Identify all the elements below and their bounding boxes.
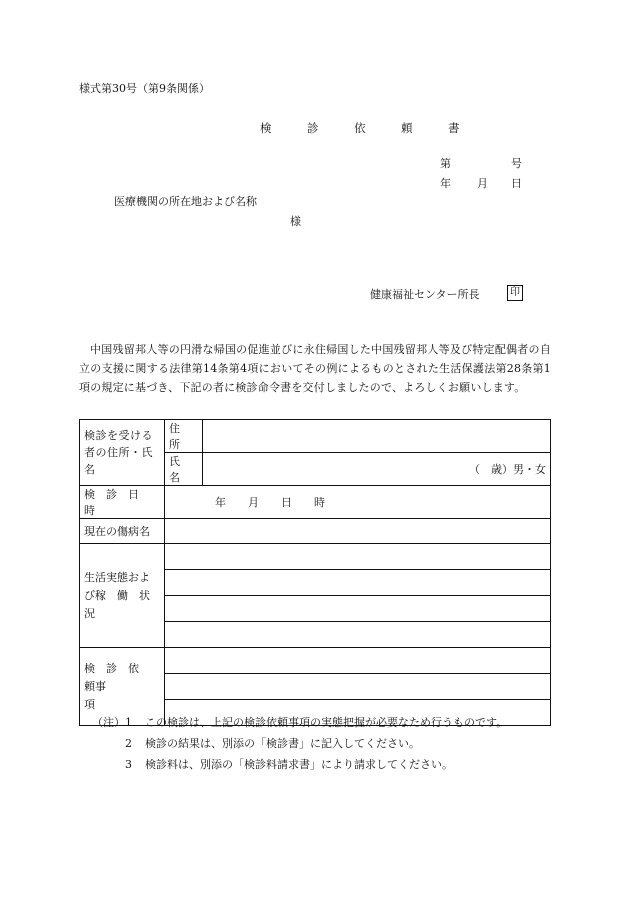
- notes-section: [92, 712, 507, 775]
- note-item: [92, 712, 507, 733]
- notes-mark: （注）: [92, 716, 125, 729]
- request-form-table: [79, 419, 551, 726]
- date-month-label: 月: [477, 177, 488, 190]
- request-body-text: 中国残留邦人等の円滑な帰国の促進並びに永住帰国した中国残留邦人等及び特定配偶者の自立の支援に関する法律第14条第4項においてその例によるものとされた生活保護法第28条第1項の規定に基づき、下記の者に検診命令書を交付しましたので、よろしくお願いします。: [79, 343, 551, 394]
- living-field-line[interactable]: [165, 544, 551, 570]
- request-label: 検 診 依 頼事 項: [84, 661, 161, 711]
- document-number-suffix: 号: [511, 157, 522, 170]
- note-text: 検診料は、別添の「検診料請求書」により請求してください。: [145, 758, 453, 771]
- note-number: 1: [125, 716, 132, 729]
- exam-date-label: 検 診 日 時: [84, 488, 150, 517]
- living-field-line[interactable]: [165, 622, 551, 648]
- note-number: 2: [125, 737, 132, 750]
- exam-date-value: 年 月 日 時: [215, 496, 325, 509]
- table-row: [80, 519, 551, 544]
- disease-label: 現在の傷病名: [84, 525, 150, 538]
- honorific: 様: [290, 215, 301, 228]
- age-gender-label: （ 歳）男・女: [469, 463, 546, 476]
- note-text: この検診は、上記の検診依頼事項の実態把握が必要なため行うものです。: [145, 716, 508, 729]
- name-label: 氏 名: [169, 455, 191, 484]
- document-number-label: 第: [440, 157, 451, 170]
- table-row: [80, 648, 551, 674]
- table-row: [80, 544, 551, 570]
- date-year-label: 年: [440, 177, 451, 190]
- name-field[interactable]: [203, 453, 551, 486]
- name-label-cell: [165, 453, 203, 486]
- note-number: 3: [125, 758, 132, 771]
- table-row: [80, 420, 551, 453]
- living-label-cell: [80, 544, 165, 648]
- living-field-line[interactable]: [165, 596, 551, 622]
- exam-date-field[interactable]: [165, 486, 551, 519]
- disease-field[interactable]: [165, 519, 551, 544]
- note-item: [92, 754, 507, 775]
- person-label-cell: [80, 420, 165, 486]
- seal-stamp: 印: [507, 285, 523, 301]
- addressee-label: 医療機関の所在地および名称: [114, 195, 257, 208]
- request-field-line[interactable]: [165, 674, 551, 700]
- living-field-line[interactable]: [165, 570, 551, 596]
- form-number: 様式第30号（第9条関係）: [79, 82, 210, 95]
- disease-label-cell: [80, 519, 165, 544]
- living-label: 生活実態および稼 働 状 況: [84, 570, 161, 620]
- request-field-line[interactable]: [165, 648, 551, 674]
- address-label: 住 所: [169, 422, 191, 451]
- address-field[interactable]: [203, 420, 551, 453]
- note-text: 検診の結果は、別添の「検診書」に記入してください。: [145, 737, 420, 750]
- date-day-label: 日: [511, 177, 522, 190]
- note-item: [92, 733, 507, 754]
- table-row: [80, 486, 551, 519]
- exam-date-label-cell: [80, 486, 165, 519]
- person-label: 検診を受ける者の住所・氏名: [84, 429, 153, 476]
- page-title: 検 診 依 頼 書: [260, 121, 472, 135]
- address-label-cell: [165, 420, 203, 453]
- sender-title: 健康福祉センター所長: [370, 288, 480, 301]
